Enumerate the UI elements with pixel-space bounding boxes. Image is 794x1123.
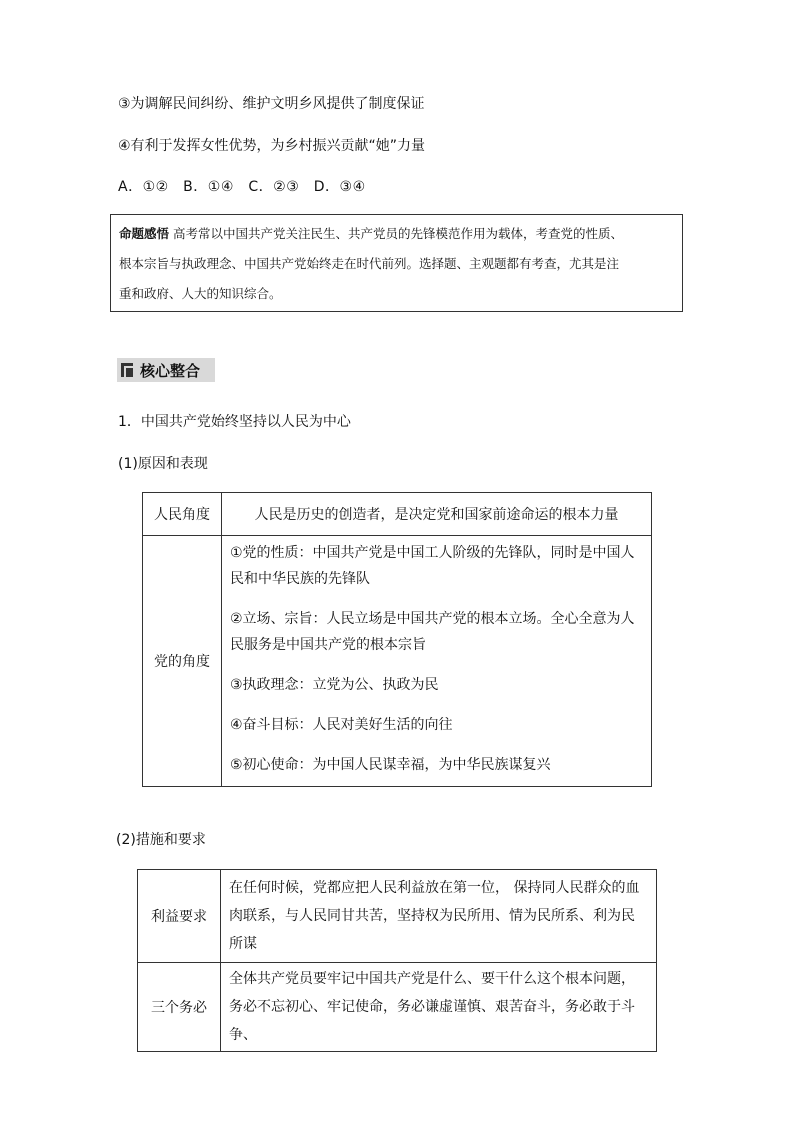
section-header xyxy=(117,358,215,382)
row-text-people: 人民是历史的创造者，是决定党和国家前途命运的根本力量 xyxy=(222,493,652,536)
part-1-heading: (1)原因和表现 xyxy=(118,456,208,472)
answer-choices: A．①② B．①④ C．②③ D．③④ xyxy=(118,179,366,195)
list-item: ⑤初心使命：为中国人民谋幸福，为中华民族谋复兴 xyxy=(230,757,551,773)
list-item: ④奋斗目标：人民对美好生活的向往 xyxy=(230,717,453,733)
table-row xyxy=(143,536,652,787)
table-row xyxy=(138,870,657,963)
option-item-4: ④有利于发挥女性优势，为乡村振兴贡献“她”力量 xyxy=(118,138,426,154)
point-1-heading: 1．中国共产党始终坚持以人民为中心 xyxy=(118,414,351,430)
insight-line-1 xyxy=(119,219,674,249)
insight-line-3: 重和政府、人大的知识综合。 xyxy=(119,286,282,301)
list-item: ③执政理念：立党为公、执政为民 xyxy=(230,677,439,693)
row-label-people: 人民角度 xyxy=(143,493,222,536)
part-2-heading: (2)措施和要求 xyxy=(116,832,206,848)
measures-table xyxy=(137,869,657,1052)
list-item: ②立场、宗旨：人民立场是中国共产党的根本立场。全心全意为人民服务是中国共产党的根本宗旨 xyxy=(230,611,635,653)
insight-line-2: 根本宗旨与执政理念、中国共产党始终走在时代前列。选择题、主观题都有考查，尤其是注 xyxy=(119,256,620,271)
row-label-interest: 利益要求 xyxy=(138,870,221,963)
table-row xyxy=(143,493,652,536)
table-row xyxy=(138,963,657,1052)
row-label-three-musts: 三个务必 xyxy=(138,963,221,1052)
insight-box xyxy=(110,214,683,312)
reasons-table xyxy=(142,492,652,787)
section-marker-icon xyxy=(121,363,133,377)
party-items xyxy=(222,536,652,787)
section-title: 核心整合 xyxy=(140,361,201,380)
option-item-3: ③为调解民间纠纷、维护文明乡风提供了制度保证 xyxy=(118,96,425,112)
row-label-party: 党的角度 xyxy=(143,536,222,787)
row-text-three-musts: 全体共产党员要牢记中国共产党是什么、要干什么这个根本问题，务必不忘初心、牢记使命，务必谦虚谨慎、艰苦奋斗，务必敢于斗争、 xyxy=(221,963,657,1052)
insight-tag: 命题感悟 xyxy=(119,226,170,241)
list-item: ①党的性质：中国共产党是中国工人阶级的先锋队，同时是中国人民和中华民族的先锋队 xyxy=(230,545,635,587)
insight-text-1: 高考常以中国共产党关注民生、共产党员的先锋模范作用为载体，考查党的性质、 xyxy=(173,226,624,241)
row-text-interest: 在任何时候，党都应把人民利益放在第一位， 保持同人民群众的血肉联系，与人民同甘共苦，坚持权为民所用、情为民所系、利为民所谋 xyxy=(221,870,657,963)
